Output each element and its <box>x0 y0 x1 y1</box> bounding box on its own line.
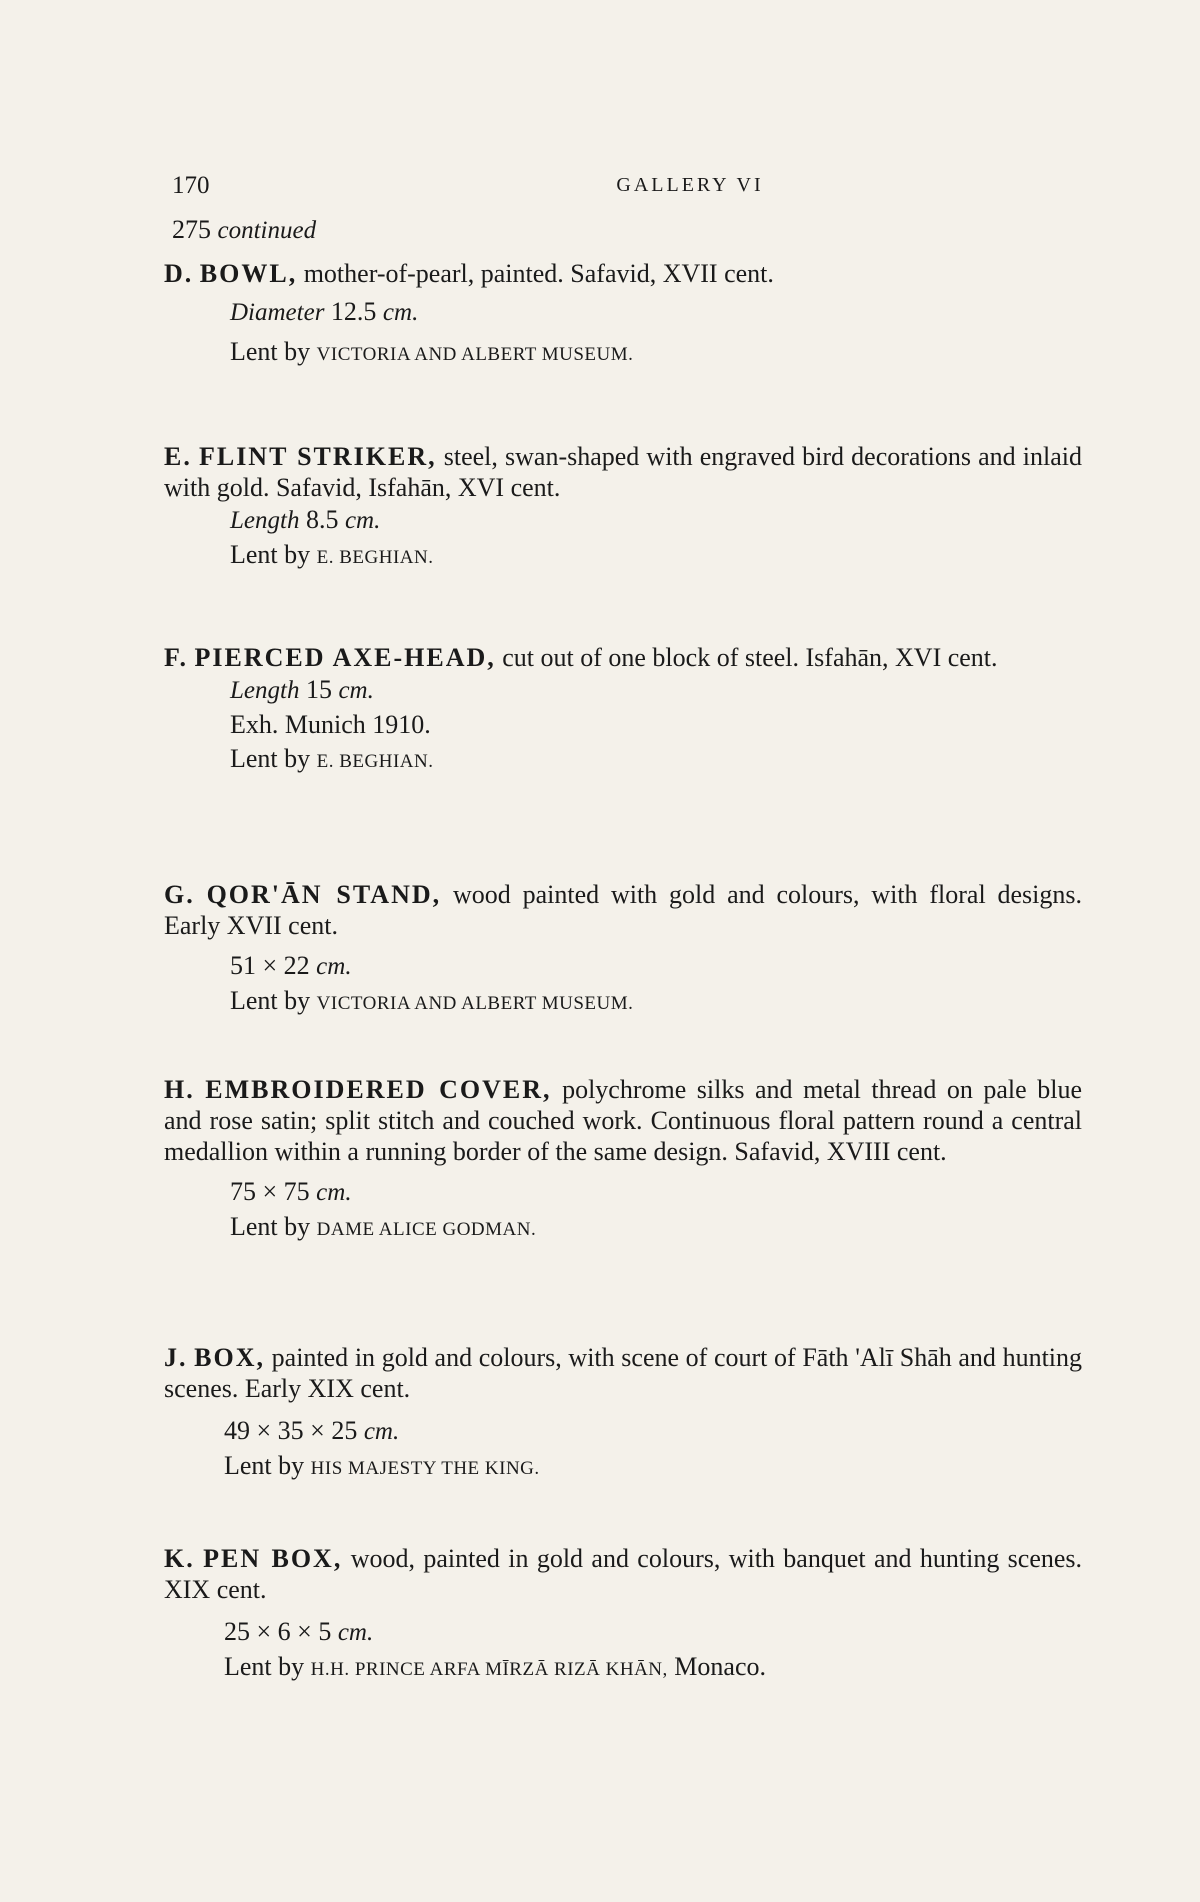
entry-dimensions <box>230 949 1082 984</box>
lender-name: VICTORIA AND ALBERT MUSEUM. <box>316 993 634 1014</box>
continued-label: continued <box>217 217 317 244</box>
entry-lender-line <box>230 742 1082 779</box>
measure-value: 8.5 <box>305 505 339 534</box>
entry-measurement <box>230 295 1082 330</box>
measure-label: Length <box>230 507 300 534</box>
catalogue-entry-g <box>164 879 1082 1021</box>
entry-description <box>164 1543 1082 1605</box>
lender-prefix: Lent by <box>230 1212 311 1241</box>
catalogue-entry-f <box>164 642 1082 779</box>
entry-description <box>164 1342 1082 1404</box>
continued-number: 275 <box>172 215 211 244</box>
entry-text: polychrome silks and metal thread on pale blue and rose satin; split stitch and couched work. Continuous floral pattern round a central medallion within a running border of the same design. Safavid, XVIII cent. <box>164 1075 1082 1166</box>
entry-title: PEN BOX, <box>203 1544 343 1573</box>
entry-description <box>164 879 1082 941</box>
entry-text: steel, swan-shaped with engraved bird decorations and inlaid with gold. Safavid, Isfahān, XVI cent. <box>164 442 1083 502</box>
entry-letter: E. <box>164 442 192 471</box>
lender-prefix: Lent by <box>230 337 311 366</box>
entry-dimensions <box>224 1615 1082 1650</box>
continued-line <box>172 215 316 245</box>
entry-letter: D. <box>164 259 194 288</box>
entry-lender-line <box>224 1449 1082 1486</box>
entry-lender-line <box>224 1650 1082 1687</box>
entry-description <box>164 258 1082 289</box>
catalogue-entry-h <box>164 1074 1082 1247</box>
entry-letter: G. <box>164 880 195 909</box>
entry-description <box>164 1074 1082 1167</box>
measure-label: Diameter <box>230 299 325 326</box>
dimensions-value: 49 × 35 × 25 <box>224 1416 358 1445</box>
entry-text: wood painted with gold and colours, with floral designs. Early XVII cent. <box>164 880 1083 940</box>
entry-text: painted in gold and colours, with scene of court of Fāth 'Alī Shāh and hunting scenes. Early XIX cent. <box>164 1343 1083 1403</box>
dimensions-unit: cm. <box>316 953 352 980</box>
measure-value: 15 <box>305 675 332 704</box>
catalogue-entry-j <box>164 1342 1082 1486</box>
entry-measurement <box>230 503 1082 538</box>
lender-prefix: Lent by <box>230 744 311 773</box>
lender-name: H.H. PRINCE ARFA MĪRZĀ RIZĀ KHĀN, <box>310 1659 668 1680</box>
entry-lender-line <box>230 1210 1082 1247</box>
dimensions-value: 25 × 6 × 5 <box>224 1617 332 1646</box>
lender-name: HIS MAJESTY THE KING. <box>310 1458 540 1479</box>
measure-label: Length <box>230 677 300 704</box>
lender-prefix: Lent by <box>224 1451 305 1480</box>
dimensions-unit: cm. <box>363 1418 400 1445</box>
dimensions-value: 75 × 75 <box>230 1177 310 1206</box>
measure-unit: cm. <box>344 507 381 534</box>
entry-lender-line <box>230 538 1082 575</box>
measure-value: 12.5 <box>330 297 377 326</box>
page-header <box>170 172 1080 202</box>
dimensions-unit: cm. <box>316 1179 352 1206</box>
entry-letter: J. <box>164 1343 188 1372</box>
entry-lender-line <box>230 984 1082 1021</box>
measure-unit: cm. <box>382 299 419 326</box>
entry-letter: H. <box>164 1075 195 1104</box>
dimensions-unit: cm. <box>337 1619 374 1646</box>
entry-text: mother-of-pearl, painted. Safavid, XVII cent. <box>303 259 774 288</box>
lender-name: DAME ALICE GODMAN. <box>316 1219 537 1240</box>
entry-description <box>164 642 1082 673</box>
entry-letter: F. <box>164 643 188 672</box>
lender-prefix: Lent by <box>224 1652 305 1681</box>
lender-name: E. BEGHIAN. <box>316 547 434 568</box>
lender-prefix: Lent by <box>230 540 311 569</box>
entry-letter: K. <box>164 1544 195 1573</box>
entry-text: wood, painted in gold and colours, with banquet and hunting scenes. XIX cent. <box>164 1544 1083 1604</box>
catalogue-entry-k <box>164 1543 1082 1687</box>
catalogue-entry-e <box>164 441 1082 575</box>
lender-prefix: Lent by <box>230 986 311 1015</box>
entry-title: QOR'ĀN STAND, <box>206 880 442 909</box>
page-number: 170 <box>172 172 210 199</box>
catalogue-entry-d <box>164 258 1082 372</box>
dimensions-value: 51 × 22 <box>230 951 310 980</box>
entry-title: BOWL, <box>199 259 298 288</box>
entry-description <box>164 441 1082 503</box>
lender-name: VICTORIA AND ALBERT MUSEUM. <box>316 344 634 365</box>
entry-lender-line <box>230 335 1082 372</box>
lender-name: E. BEGHIAN. <box>316 751 434 772</box>
entry-title: BOX, <box>194 1343 265 1372</box>
entry-exhibition: Exh. Munich 1910. <box>230 710 431 739</box>
running-title: GALLERY VI <box>616 174 764 196</box>
entry-title: EMBROIDERED COVER, <box>205 1075 552 1104</box>
entry-title: PIERCED AXE-HEAD, <box>194 643 496 672</box>
lender-location: Monaco. <box>674 1652 766 1681</box>
entry-dimensions <box>230 1175 1082 1210</box>
entry-title: FLINT STRIKER, <box>198 442 437 471</box>
measure-unit: cm. <box>338 677 374 704</box>
entry-text: cut out of one block of steel. Isfahān, XVI cent. <box>502 643 998 672</box>
entry-dimensions <box>224 1414 1082 1449</box>
entry-measurement <box>230 673 1082 708</box>
